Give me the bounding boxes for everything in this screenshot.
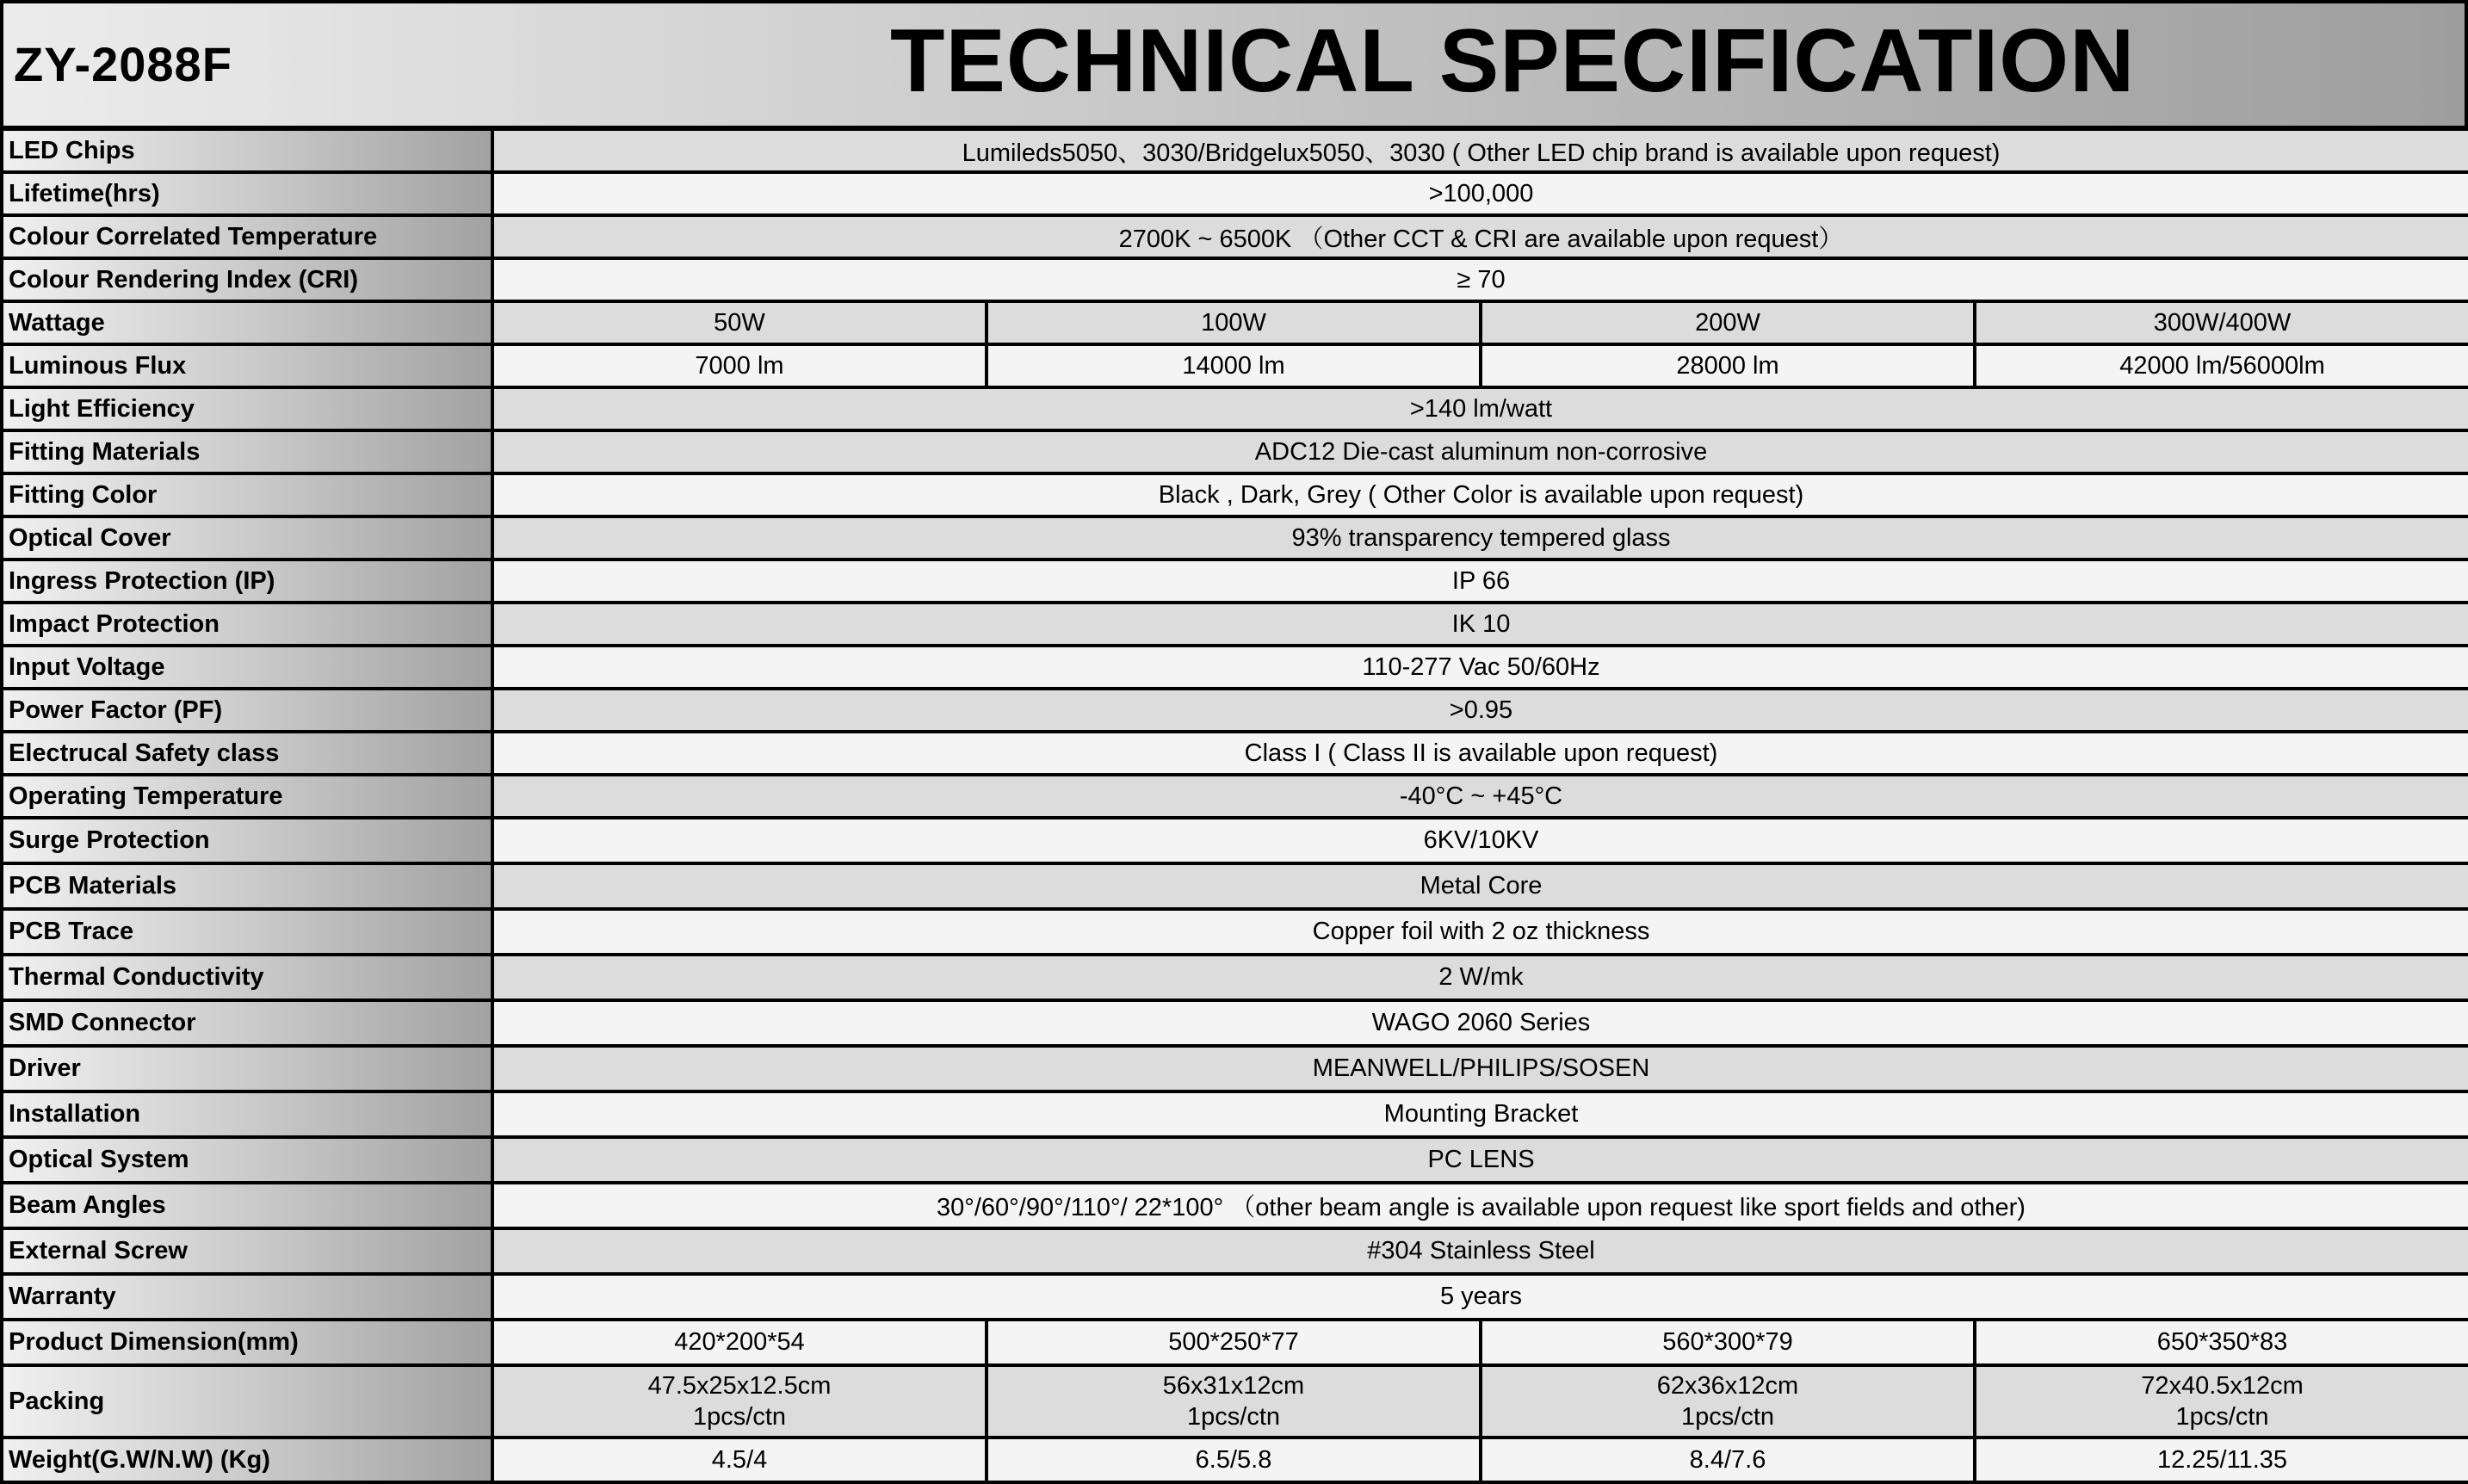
value-flux-3: 28000 lm (1481, 344, 1975, 387)
label-installation: Installation (2, 1091, 492, 1137)
packing-qty-1: 1pcs/ctn (693, 1403, 786, 1431)
packing-qty-4: 1pcs/ctn (2175, 1403, 2269, 1431)
value-driver: MEANWELL/PHILIPS/SOSEN (492, 1046, 2468, 1091)
value-flux-2: 14000 lm (987, 344, 1481, 387)
label-lifetime: Lifetime(hrs) (2, 172, 492, 215)
row-thermal (2, 955, 2468, 1000)
value-safety-class: Class I ( Class II is available upon request) (492, 732, 2468, 775)
label-power-factor: Power Factor (PF) (2, 689, 492, 732)
label-dimension: Product Dimension(mm) (2, 1320, 492, 1365)
value-optical-system: PC LENS (492, 1137, 2468, 1183)
label-smd-connector: SMD Connector (2, 1000, 492, 1046)
label-light-efficiency: Light Efficiency (2, 387, 492, 430)
row-ip (2, 560, 2468, 603)
value-dimension-4: 650*350*83 (1975, 1320, 2468, 1365)
value-packing-1 (492, 1365, 987, 1438)
row-power-factor (2, 689, 2468, 732)
value-dimension-2: 500*250*77 (987, 1320, 1481, 1365)
label-pcb-materials: PCB Materials (2, 863, 492, 909)
label-optical-system: Optical System (2, 1137, 492, 1183)
value-ik: IK 10 (492, 603, 2468, 646)
label-operating-temp: Operating Temperature (2, 775, 492, 818)
label-ip: Ingress Protection (IP) (2, 560, 492, 603)
label-fitting-materials: Fitting Materials (2, 430, 492, 473)
value-installation: Mounting Bracket (492, 1091, 2468, 1137)
packing-size-3: 62x36x12cm (1656, 1372, 1799, 1400)
label-driver: Driver (2, 1046, 492, 1091)
value-weight-2: 6.5/5.8 (987, 1438, 1481, 1482)
label-optical-cover: Optical Cover (2, 516, 492, 560)
row-ik (2, 603, 2468, 646)
label-ik: Impact Protection (2, 603, 492, 646)
value-wattage-2: 100W (987, 301, 1481, 344)
value-wattage-4: 300W/400W (1975, 301, 2468, 344)
value-light-efficiency: >140 lm/watt (492, 387, 2468, 430)
row-cri (2, 258, 2468, 301)
row-fitting-color (2, 473, 2468, 516)
label-pcb-trace: PCB Trace (2, 909, 492, 955)
value-fitting-color: Black , Dark, Grey ( Other Color is available upon request) (492, 473, 2468, 516)
model-number: ZY-2088F (14, 37, 232, 91)
value-led-chips: Lumileds5050、3030/Bridgelux5050、3030 ( Other LED chip brand is available upon request) (492, 129, 2468, 172)
value-pcb-materials: Metal Core (492, 863, 2468, 909)
value-flux-4: 42000 lm/56000lm (1975, 344, 2468, 387)
row-weight (2, 1438, 2468, 1482)
row-cct (2, 215, 2468, 258)
label-surge: Surge Protection (2, 818, 492, 863)
row-external-screw (2, 1228, 2468, 1274)
row-fitting-materials (2, 430, 2468, 473)
value-pcb-trace: Copper foil with 2 oz thickness (492, 909, 2468, 955)
packing-qty-2: 1pcs/ctn (1187, 1403, 1280, 1431)
value-warranty: 5 years (492, 1274, 2468, 1320)
label-luminous-flux: Luminous Flux (2, 344, 492, 387)
label-wattage: Wattage (2, 301, 492, 344)
value-power-factor: >0.95 (492, 689, 2468, 732)
row-warranty (2, 1274, 2468, 1320)
value-cct: 2700K ~ 6500K （Other CCT & CRI are available upon request） (492, 215, 2468, 258)
row-optical-cover (2, 516, 2468, 560)
label-safety-class: Electrucal Safety class (2, 732, 492, 775)
value-surge: 6KV/10KV (492, 818, 2468, 863)
row-led-chips (2, 129, 2468, 172)
value-lifetime: >100,000 (492, 172, 2468, 215)
row-light-efficiency (2, 387, 2468, 430)
packing-size-4: 72x40.5x12cm (2141, 1372, 2304, 1400)
label-input-voltage: Input Voltage (2, 646, 492, 689)
row-input-voltage (2, 646, 2468, 689)
row-optical-system (2, 1137, 2468, 1183)
page-title: TECHNICAL SPECIFICATION (890, 11, 2136, 111)
row-packing (2, 1365, 2468, 1438)
label-cct: Colour Correlated Temperature (2, 215, 492, 258)
value-wattage-3: 200W (1481, 301, 1975, 344)
row-dimension (2, 1320, 2468, 1365)
value-weight-1: 4.5/4 (492, 1438, 987, 1482)
label-led-chips: LED Chips (2, 129, 492, 172)
label-warranty: Warranty (2, 1274, 492, 1320)
packing-size-1: 47.5x25x12.5cm (647, 1372, 832, 1400)
label-beam-angles: Beam Angles (2, 1183, 492, 1228)
value-beam-angles: 30°/60°/90°/110°/ 22*100° （other beam angle is available upon request like sport fields and other) (492, 1183, 2468, 1228)
row-driver (2, 1046, 2468, 1091)
row-installation (2, 1091, 2468, 1137)
value-input-voltage: 110-277 Vac 50/60Hz (492, 646, 2468, 689)
row-safety-class (2, 732, 2468, 775)
value-cri: ≥ 70 (492, 258, 2468, 301)
value-weight-3: 8.4/7.6 (1481, 1438, 1975, 1482)
label-packing: Packing (2, 1365, 492, 1438)
value-thermal: 2 W/mk (492, 955, 2468, 1000)
row-lifetime (2, 172, 2468, 215)
value-smd-connector: WAGO 2060 Series (492, 1000, 2468, 1046)
value-ip: IP 66 (492, 560, 2468, 603)
value-packing-4 (1975, 1365, 2468, 1438)
header-bar (0, 0, 2468, 129)
label-cri: Colour Rendering Index (CRI) (2, 258, 492, 301)
value-wattage-1: 50W (492, 301, 987, 344)
value-optical-cover: 93% transparency tempered glass (492, 516, 2468, 560)
value-operating-temp: -40°C ~ +45°C (492, 775, 2468, 818)
value-dimension-3: 560*300*79 (1481, 1320, 1975, 1365)
value-flux-1: 7000 lm (492, 344, 987, 387)
row-beam-angles (2, 1183, 2468, 1228)
spec-table (0, 127, 2468, 1484)
label-fitting-color: Fitting Color (2, 473, 492, 516)
row-wattage (2, 301, 2468, 344)
value-external-screw: #304 Stainless Steel (492, 1228, 2468, 1274)
packing-qty-3: 1pcs/ctn (1681, 1403, 1774, 1431)
value-packing-2 (987, 1365, 1481, 1438)
row-pcb-materials (2, 863, 2468, 909)
row-surge (2, 818, 2468, 863)
row-smd-connector (2, 1000, 2468, 1046)
row-pcb-trace (2, 909, 2468, 955)
label-weight: Weight(G.W/N.W) (Kg) (2, 1438, 492, 1482)
packing-size-2: 56x31x12cm (1162, 1372, 1305, 1400)
row-luminous-flux (2, 344, 2468, 387)
row-operating-temp (2, 775, 2468, 818)
label-thermal: Thermal Conductivity (2, 955, 492, 1000)
value-weight-4: 12.25/11.35 (1975, 1438, 2468, 1482)
value-dimension-1: 420*200*54 (492, 1320, 987, 1365)
value-fitting-materials: ADC12 Die-cast aluminum non-corrosive (492, 430, 2468, 473)
label-external-screw: External Screw (2, 1228, 492, 1274)
value-packing-3 (1481, 1365, 1975, 1438)
